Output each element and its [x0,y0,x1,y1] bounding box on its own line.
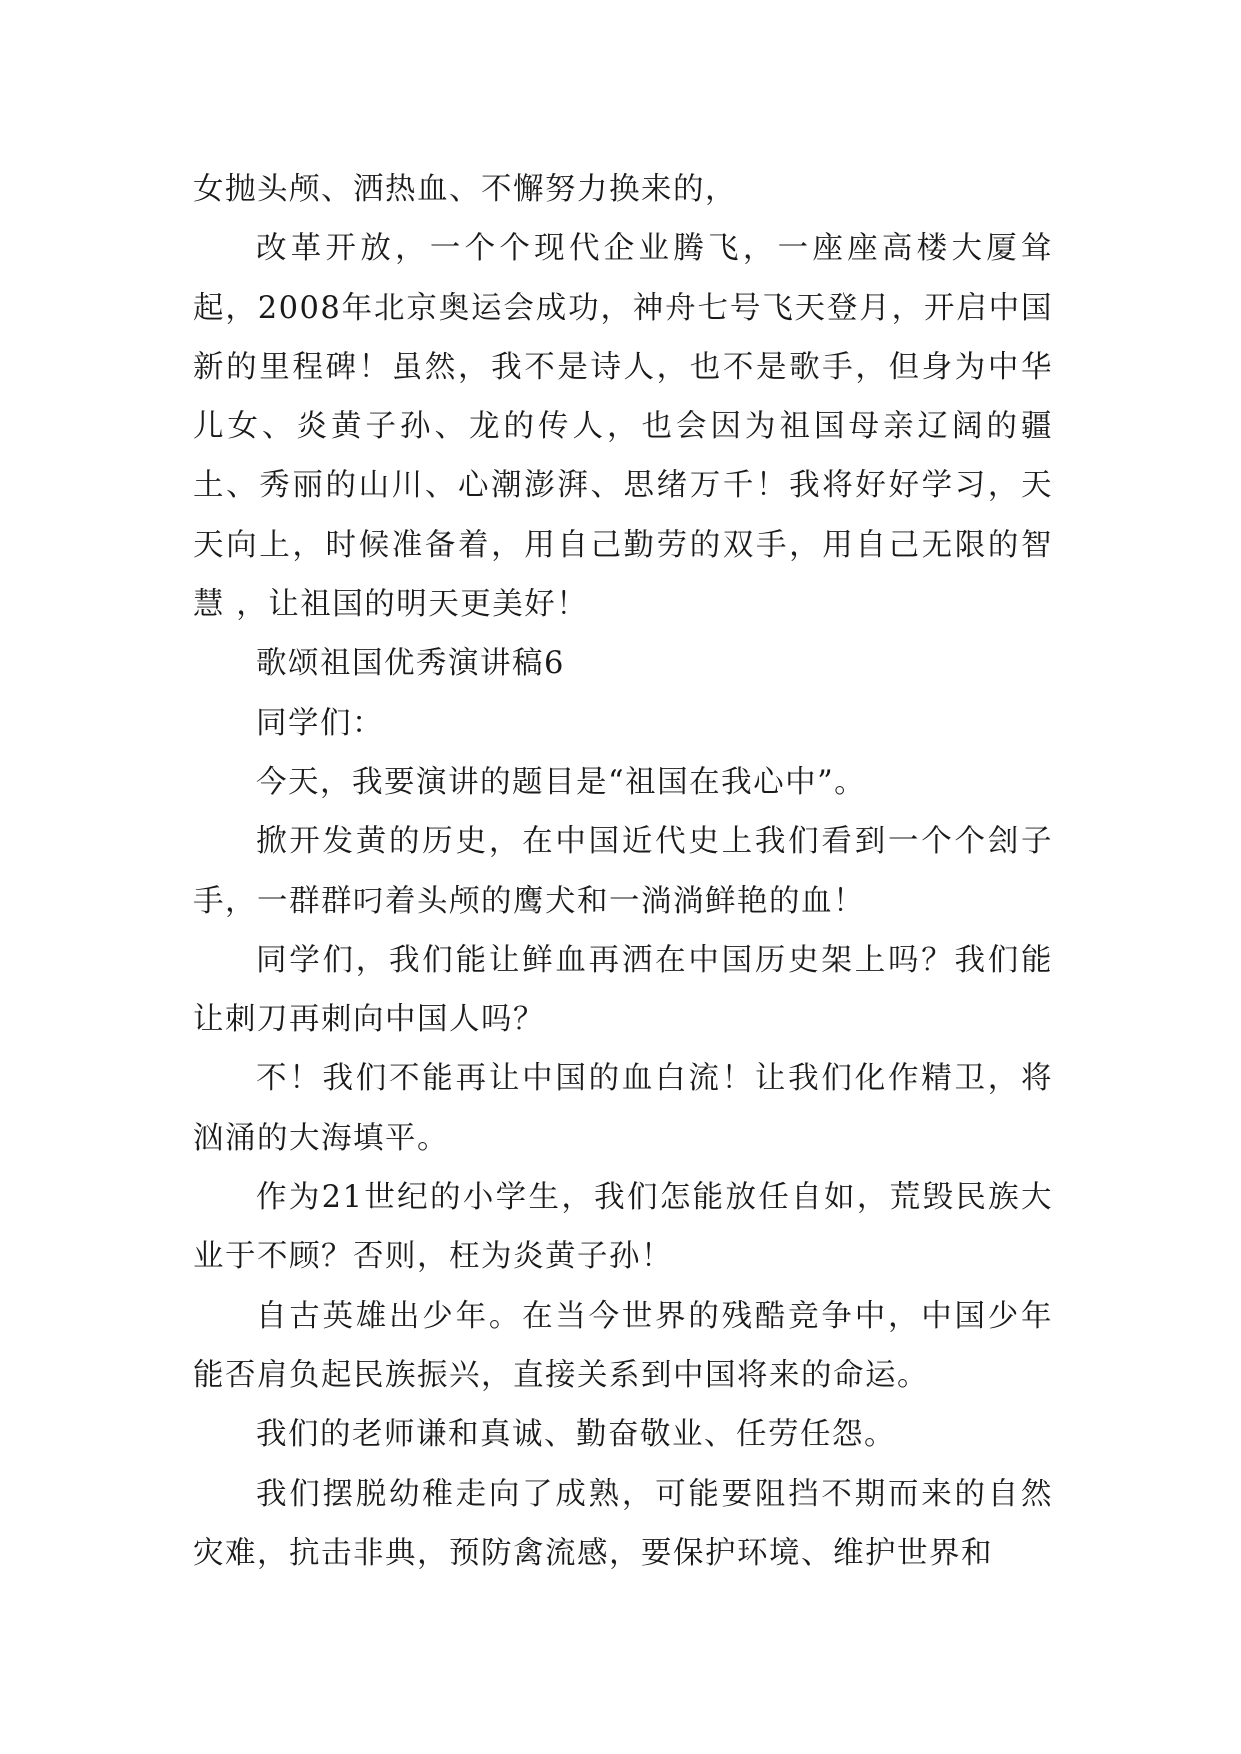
paragraph-heroes: 自古英雄出少年。在当今世界的残酷竞争中，中国少年能否肩负起民族振兴，直接关系到中国将来的命运。 [193,1298,1053,1393]
paragraph-topic: 今天，我要演讲的题目是“祖国在我心中”。 [256,764,867,800]
paragraph-teachers: 我们的老师谦和真诚、勤奋敬业、任劳任怨。 [256,1417,896,1453]
paragraph-continuation: 女抛头颅、洒热血、不懈努力换来的， [193,172,737,207]
paragraph-maturity: 我们摆脱幼稚走向了成熟，可能要阻挡不期而来的自然灾难，抗击非典，预防禽流感，要保护环境、维护世界和 [193,1476,1053,1571]
paragraph-students: 作为21世纪的小学生，我们怎能放任自如，荒毁民族大业于不顾？否则，枉为炎黄子孙！ [193,1180,1053,1275]
speech-heading: 歌颂祖国优秀演讲稿6 [256,646,565,682]
paragraph-question: 同学们，我们能让鲜血再洒在中国历史架上吗？我们能让刺刀再刺向中国人吗？ [193,942,1053,1038]
paragraph-reform-opening: 改革开放，一个个现代企业腾飞，一座座高楼大厦耸起，2008年北京奥运会成功，神舟七号飞天登月，开启中国新的里程碑！虽然，我不是诗人，也不是歌手，但身为中华儿女、炎黄子孙、龙的传人，也会因为祖国母亲辽阔的疆土、秀丽的山川、心潮澎湃、思绪万千！我将好好学习，天天向上，时候准备着，用自己勤劳的双手，用自己无限的智慧 ，让祖国的明天更美好！ [193,231,1053,623]
paragraph-history: 掀开发黄的历史，在中国近代史上我们看到一个个刽子手，一群群叼着头颅的鹰犬和一淌淌鲜艳的血！ [193,824,1053,919]
document-body [193,160,1053,1583]
salutation: 同学们： [256,705,384,741]
paragraph-answer: 不！我们不能再让中国的血白流！让我们化作精卫，将汹涌的大海填平。 [193,1061,1053,1156]
